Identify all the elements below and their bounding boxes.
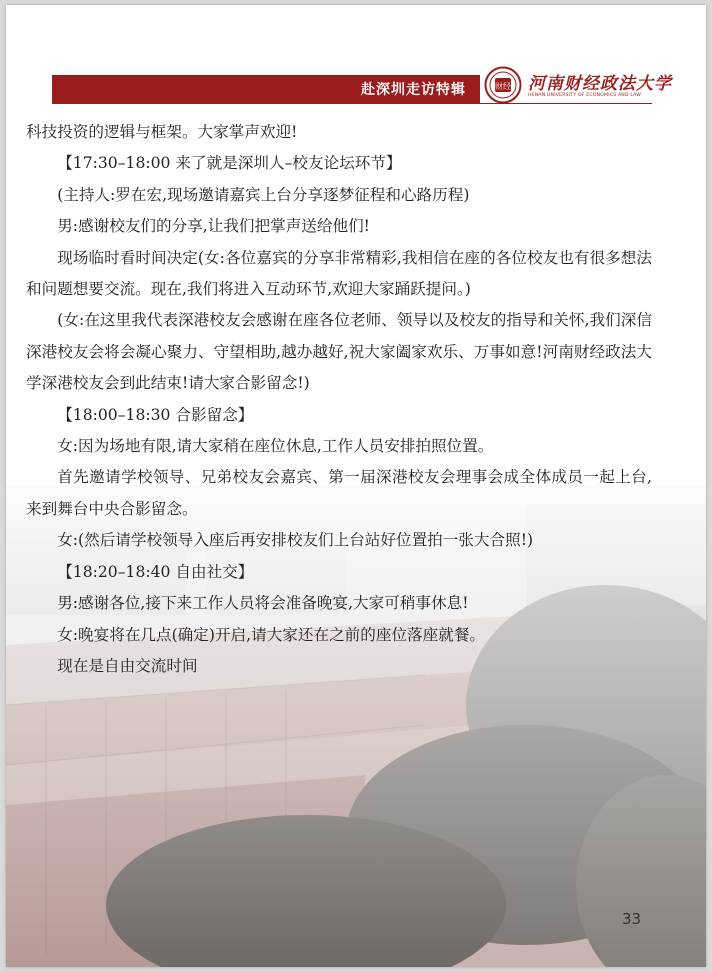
university-name: 河南财经政法大学 (528, 74, 672, 94)
paragraph: 女:因为场地有限,请大家稍在座位休息,工作人员安排拍照位置。 (57, 437, 494, 456)
page-number: 33 (622, 910, 642, 928)
seal-text: 财经 (495, 82, 511, 91)
paragraph: 现场临时看时间决定(女:各位嘉宾的分享非常精彩,我相信在座的各位校友也有很多想法和问题想要交流。现在,我们将进入互动环节,欢迎大家踊跃提问。) (26, 248, 652, 299)
paragraph: 女:晚宴将在几点(确定)开启,请大家还在之前的座位落座就餐。 (57, 625, 486, 644)
university-name-en: HENAN UNIVERSITY OF ECONOMICS AND LAW (528, 93, 642, 98)
paragraph: 男:感谢各位,接下来工作人员将会准备晚宴,大家可稍事休息! (57, 594, 469, 613)
paragraph: (女:在这里我代表深港校友会感谢在座各位老师、领导以及校友的指导和关怀,我们深信深港校友会将会凝心聚力、守望相助,越办越好,祝大家阖家欢乐、万事如意!河南财经政法大学深港校友会到此结束!请大家合影留念!) (26, 311, 652, 393)
paragraph: 【18:00–18:30 合影留念】 (57, 405, 254, 424)
paragraph: 【17:30–18:00 来了就是深圳人–校友论坛环节】 (57, 154, 402, 173)
paragraph: 女:(然后请学校领导入座后再安排校友们上台站好位置拍一张大合照!) (57, 531, 534, 550)
university-seal-logo (484, 66, 522, 104)
section-title: 赴深圳走访特辑 (361, 82, 466, 98)
document-page (6, 5, 706, 967)
paragraph: 现在是自由交流时间 (57, 656, 198, 675)
paragraph: (主持人:罗在宏,现场邀请嘉宾上台分享逐梦征程和心路历程) (57, 185, 470, 204)
paragraph: 科技投资的逻辑与框架。大家掌声欢迎! (26, 123, 298, 141)
paragraph: 【18:20–18:40 自由社交】 (57, 562, 254, 581)
paragraph: 首先邀请学校领导、兄弟校友会嘉宾、第一届深港校友会理事会成全体成员一起上台,来到舞台中央合影留念。 (26, 468, 652, 518)
header-band (52, 75, 480, 103)
body-text (26, 117, 652, 682)
header-rule (52, 103, 652, 104)
paragraph: 男:感谢校友们的分享,让我们把掌声送给他们! (57, 217, 370, 236)
